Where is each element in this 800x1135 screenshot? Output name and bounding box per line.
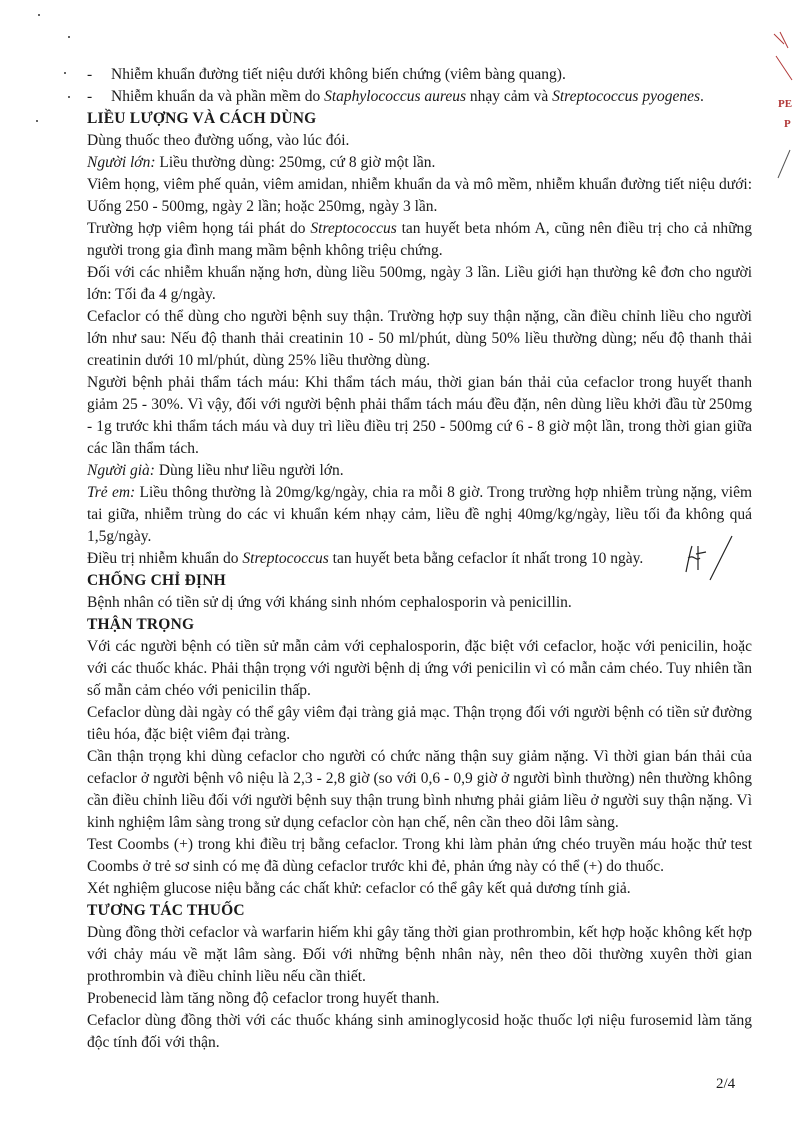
paragraph: [87, 482, 752, 548]
paragraph: Dùng đồng thời cefaclor và warfarin hiếm khi gây tăng thời gian prothrombin, kết hợp hoặc không kết hợp với chảy máu về mặt lâm sàng. Đối với những bệnh nhân này, nên theo dõi thường xuyên thời gian prothrombin và điều chỉnh liều nếu cần thiết.: [87, 924, 752, 985]
paragraph: Cefaclor dùng đồng thời với các thuốc kháng sinh aminoglycosid hoặc thuốc lợi niệu furosemid làm tăng độc tính đối với thận.: [87, 1012, 752, 1051]
paragraph: Với các người bệnh có tiền sử mẫn cảm với cephalosporin, đặc biệt với cefaclor, hoặc với penicilin, hoặc với các thuốc khác. Phải thận trọng với người bệnh dị ứng với penicilin vì có mẫn cảm chéo. Tuy nhiên tần số mẫn cảm chéo với penicilin thấp.: [87, 638, 752, 699]
section-heading-precautions: THẬN TRỌNG: [87, 616, 195, 633]
paragraph: [87, 218, 752, 262]
organism-name: Staphylococcus aureus: [324, 88, 466, 105]
margin-stamp-text: PE: [778, 98, 793, 110]
paragraph: Người bệnh phải thẩm tách máu: Khi thẩm tách máu, thời gian bán thải của cefaclor trong huyết thanh giảm 25 - 30%. Vì vậy, đối với người bệnh phải thẩm tách máu đều đặn, nên dùng liều khởi đầu từ 250mg - 1g trước khi thẩm tách máu và duy trì liều điều trị 250 - 500mg cứ 6 - 8 giờ một lần, trong thời gian giữa các lần thẩm tách.: [87, 374, 752, 457]
paragraph: Viêm họng, viêm phế quản, viêm amidan, nhiễm khuẩn da và mô mềm, nhiễm khuẩn đường tiết niệu dưới: Uống 250 - 500mg, ngày 2 lần; hoặc 250mg, ngày 3 lần.: [87, 176, 752, 215]
paragraph-text: tan huyết beta bằng cefaclor ít nhất trong 10 ngày.: [328, 550, 644, 567]
section-heading-dosage: LIỀU LƯỢNG VÀ CÁCH DÙNG: [87, 110, 317, 127]
organism-name: Streptococcus pyogenes: [552, 88, 700, 105]
paragraph: Đối với các nhiễm khuẩn nặng hơn, dùng liều 500mg, ngày 3 lần. Liều giới hạn thường kê đơn cho người lớn: Tối đa 4 g/ngày.: [87, 264, 752, 303]
bullet-dash: -: [87, 66, 93, 83]
section-heading-contraindications: CHỐNG CHỈ ĐỊNH: [87, 572, 226, 589]
child-label: Trẻ em:: [87, 484, 136, 501]
elderly-dose: Dùng liều như liều người lớn.: [154, 462, 344, 479]
paragraph: Probenecid làm tăng nồng độ cefaclor trong huyết thanh.: [87, 990, 440, 1007]
paragraph: [87, 152, 752, 174]
indication-text: Nhiễm khuẩn đường tiết niệu dưới không biến chứng (viêm bàng quang).: [111, 66, 566, 83]
scan-speck: [68, 96, 70, 98]
paragraph: Cefaclor có thể dùng cho người bệnh suy thận. Trường hợp suy thận nặng, cần điều chỉnh liều cho người lớn như sau: Nếu độ thanh thải creatinin 10 - 50 ml/phút, dùng 50% liều thường dùng; nếu độ thanh thải creatinin dưới 10 ml/phút, dùng 25% liều thường dùng.: [87, 308, 752, 369]
indication-item: [87, 64, 752, 86]
paragraph: [87, 548, 752, 570]
bullet-dash: -: [87, 88, 93, 105]
paragraph: Cần thận trọng khi dùng cefaclor cho người có chức năng thận suy giảm nặng. Vì thời gian bán thải của cefaclor ở người bệnh vô niệu là 2,3 - 2,8 giờ (so với 0,6 - 0,9 giờ ở người bình thường) nên thường không cần điều chỉnh liều đối với người bệnh suy thận trung bình nhưng phải giảm liều ở người suy thận nặng. Vì kinh nghiệm lâm sàng trong sử dụng cefaclor còn hạn chế, nên cần theo dõi lâm sàng.: [87, 748, 752, 831]
indication-item: [87, 86, 752, 108]
scan-speck: [38, 14, 40, 16]
child-dose: Liều thông thường là 20mg/kg/ngày, chia ra mỗi 8 giờ. Trong trường hợp nhiễm trùng nặng, viêm tai giữa, nhiễm trùng do các vi khuẩn kém nhạy cảm, liều đề nghị 40mg/kg/ngày, liều tối đa không quá 1,5g/ngày.: [87, 484, 752, 545]
indication-text: Nhiễm khuẩn da và phần mềm do: [111, 88, 325, 105]
paragraph-text: Trường hợp viêm họng tái phát do: [87, 220, 311, 237]
margin-stamp-text: P: [784, 118, 791, 130]
document-body: [87, 64, 752, 1054]
paragraph: Test Coombs (+) trong khi điều trị bằng cefaclor. Trong khi làm phản ứng chéo truyền máu hoặc thử test Coombs ở trẻ sơ sinh có mẹ đã dùng cefaclor trước khi đẻ, phản ứng này có thể (+) do thuốc.: [87, 836, 752, 875]
adult-dose: Liều thường dùng: 250mg, cứ 8 giờ một lần.: [155, 154, 436, 171]
scan-speck: [68, 36, 70, 38]
indication-text: nhạy cảm và: [466, 88, 553, 105]
scan-speck: [36, 120, 38, 122]
indication-text: .: [700, 88, 704, 105]
elderly-label: Người già:: [87, 462, 155, 479]
adult-label: Người lớn:: [87, 154, 156, 171]
scan-speck: [64, 72, 66, 74]
organism-name: Streptococcus: [310, 220, 397, 237]
paragraph: Dùng thuốc theo đường uống, vào lúc đói.: [87, 132, 350, 149]
page-number: 2/4: [716, 1076, 736, 1092]
paragraph-text: tan huyết beta nhóm A, cũng nên điều trị cho cả những người trong gia đình mang mầm bệnh không triệu chứng.: [87, 220, 752, 259]
paragraph: Bệnh nhân có tiền sử dị ứng với kháng sinh nhóm cephalosporin và penicillin.: [87, 594, 572, 611]
paragraph: [87, 460, 752, 482]
organism-name: Streptococcus: [242, 550, 329, 567]
paragraph-text: Điều trị nhiễm khuẩn do: [87, 550, 243, 567]
paragraph: Cefaclor dùng dài ngày có thể gây viêm đại tràng giả mạc. Thận trọng đối với người bệnh có tiền sử đường tiêu hóa, đặc biệt viêm đại tràng.: [87, 704, 752, 743]
paragraph: Xét nghiệm glucose niệu bằng các chất khử: cefaclor có thể gây kết quả dương tính giả.: [87, 880, 631, 897]
section-heading-interactions: TƯƠNG TÁC THUỐC: [87, 902, 245, 919]
